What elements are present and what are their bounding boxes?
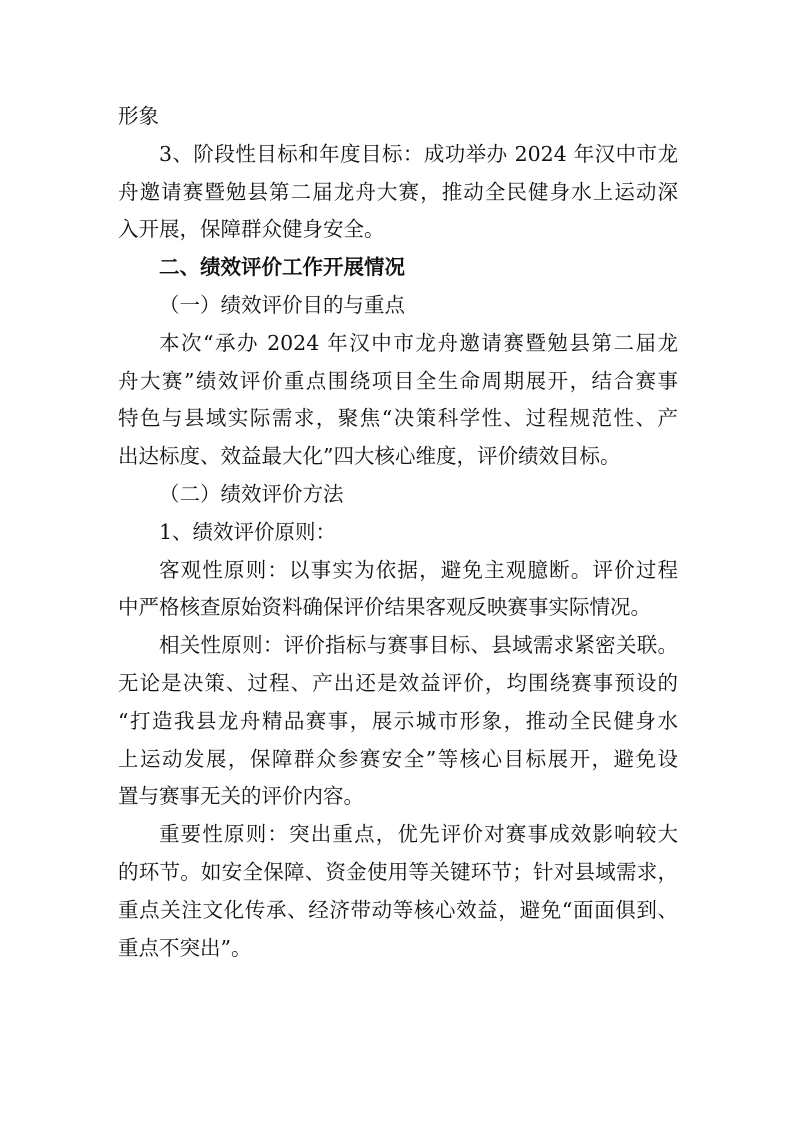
paragraph-line: 重点关注文化传承、经济带动等核心效益，避免“面面俱到、 (118, 897, 678, 922)
paragraph-line: “打造我县龙舟精品赛事，展示城市形象，推动全民健身水 (118, 708, 678, 733)
paragraph-line: 重点不突出”。 (118, 935, 252, 960)
subsection-heading: （二）绩效评价方法 (159, 481, 344, 506)
paragraph-line: 上运动发展，保障群众参赛安全”等核心目标展开，避免设 (118, 746, 678, 771)
paragraph-line: 中严格核查原始资料确保评价结果客观反映赛事实际情况。 (118, 595, 651, 620)
paragraph-line: 无论是决策、过程、产出还是效益评价，均围绕赛事预设的 (118, 670, 678, 695)
paragraph-line: 的环节。如安全保障、资金使用等关键环节；针对县域需求， (118, 859, 678, 884)
paragraph-line: 置与赛事无关的评价内容。 (118, 784, 364, 809)
paragraph-line: 特色与县域实际需求，聚焦“决策科学性、过程规范性、产 (118, 406, 678, 431)
document-page (118, 98, 678, 967)
paragraph-line: 3、阶段性目标和年度目标：成功举办 2024 年汉中市龙 (159, 141, 678, 166)
paragraph-line: 1、绩效评价原则： (159, 519, 337, 544)
paragraph-line: 客观性原则：以事实为依据，避免主观臆断。评价过程 (159, 557, 678, 582)
paragraph-line: 入开展，保障群众健身安全。 (118, 217, 385, 242)
paragraph-line: 形象 (118, 104, 159, 128)
paragraph-line: 舟大赛”绩效评价重点围绕项目全生命周期展开，结合赛事 (118, 368, 678, 393)
paragraph-line: 重要性原则：突出重点，优先评价对赛事成效影响较大 (159, 822, 678, 847)
paragraph-line: 本次“承办 2024 年汉中市龙舟邀请赛暨勉县第二届龙 (159, 330, 678, 355)
subsection-heading: （一）绩效评价目的与重点 (159, 292, 405, 317)
section-heading: 二、绩效评价工作开展情况 (159, 255, 405, 280)
paragraph-line: 舟邀请赛暨勉县第二届龙舟大赛，推动全民健身水上运动深 (118, 179, 678, 204)
paragraph-line: 出达标度、效益最大化”四大核心维度，评价绩效目标。 (118, 444, 621, 469)
paragraph-line: 相关性原则：评价指标与赛事目标、县域需求紧密关联。 (159, 633, 678, 658)
